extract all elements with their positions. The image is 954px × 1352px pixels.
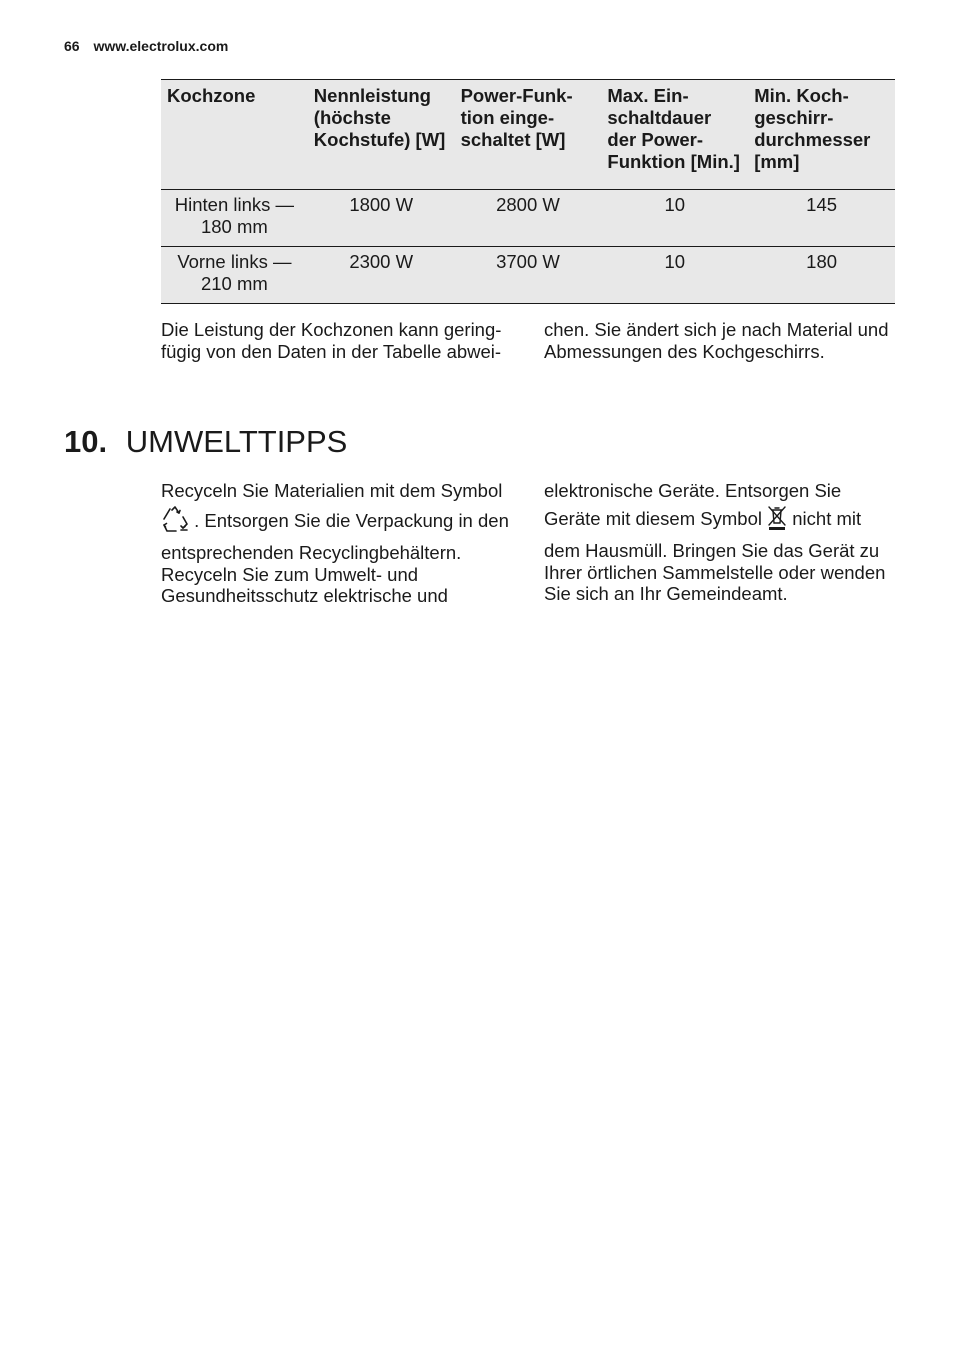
cell-dauer: 10 [601, 190, 748, 247]
cell-durchmesser: 145 [748, 190, 895, 247]
page-header [64, 38, 228, 54]
header-power-funktion: Power-Funk- tion einge- schaltet [W] [455, 80, 602, 190]
body-left-line2-text: . Entsorgen Sie die Verpackung in den [194, 509, 509, 531]
section-title: UMWELTTIPPS [125, 424, 348, 459]
body-right-line3: dem Hausmüll. Bringen Sie das Gerät zu Ihrer örtlichen Sammelstelle oder wenden Sie sich an Ihr Gemeindeamt. [544, 540, 886, 604]
header-min-durchmesser: Min. Koch- geschirr- durchmesser [mm] [748, 80, 895, 190]
crossed-bin-icon [767, 505, 787, 536]
body-left-line3: entsprechenden Recyclingbehältern. Recyceln Sie zum Umwelt- und Gesundheitsschutz elektrische und [161, 542, 462, 606]
cell-power: 3700 W [455, 247, 602, 304]
section-heading [64, 423, 347, 461]
table-row [161, 247, 895, 304]
cell-zone: Hinten links — 180 mm [161, 190, 308, 247]
body-left-line2 [161, 505, 531, 538]
cell-nennleistung: 2300 W [308, 247, 455, 304]
cell-durchmesser: 180 [748, 247, 895, 304]
table-row [161, 190, 895, 247]
page-number: 66 [64, 38, 80, 54]
header-nennleistung: Nennleistung (höchste Kochstufe) [W] [308, 80, 455, 190]
table-note-left: Die Leistung der Kochzonen kann gering- fügig von den Daten in der Tabelle abwei- [161, 319, 502, 362]
table-note-right: chen. Sie ändert sich je nach Material und Abmessungen des Kochgeschirrs. [544, 319, 889, 362]
body-right-line2 [544, 505, 899, 536]
cell-dauer: 10 [601, 247, 748, 304]
cell-zone: Vorne links — 210 mm [161, 247, 308, 304]
cooking-zone-table [161, 79, 895, 304]
cell-nennleistung: 1800 W [308, 190, 455, 247]
body-left-line1: Recyceln Sie Materialien mit dem Symbol [161, 480, 503, 501]
body-column-left [161, 480, 531, 607]
table-header-row [161, 80, 895, 190]
body-right-line1: elektronische Geräte. Entsorgen Sie [544, 480, 842, 501]
recycle-icon [161, 505, 189, 538]
body-right-line2a: Geräte mit diesem Symbol [544, 507, 762, 529]
section-number: 10. [64, 424, 108, 459]
body-column-right [544, 480, 899, 605]
site-url[interactable]: www.electrolux.com [93, 38, 229, 54]
header-kochzone: Kochzone [161, 80, 308, 190]
header-max-einschaltdauer: Max. Ein- schaltdauer der Power- Funktion [Min.] [601, 80, 748, 190]
cell-power: 2800 W [455, 190, 602, 247]
body-right-line2b: nicht mit [792, 507, 862, 529]
